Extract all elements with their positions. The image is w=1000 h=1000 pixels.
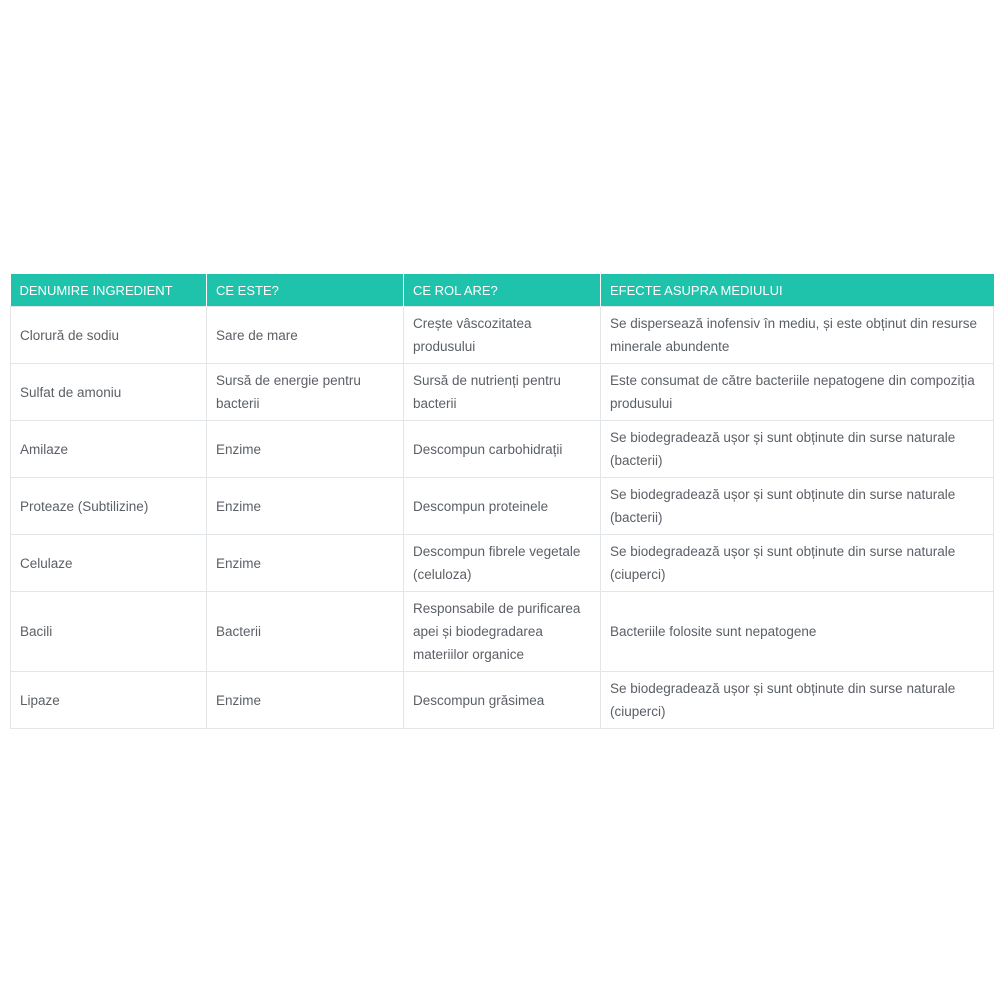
header-role: CE ROL ARE? bbox=[404, 274, 601, 307]
cell-ingredient: Lipaze bbox=[11, 672, 207, 729]
cell-what: Bacterii bbox=[207, 592, 404, 672]
cell-effects: Se biodegradează ușor și sunt obținute din surse naturale (ciuperci) bbox=[601, 672, 994, 729]
cell-role: Descompun carbohidrații bbox=[404, 421, 601, 478]
table-row bbox=[11, 672, 994, 729]
cell-what: Enzime bbox=[207, 421, 404, 478]
header-ingredient-name: DENUMIRE INGREDIENT bbox=[11, 274, 207, 307]
table-row bbox=[11, 307, 994, 364]
cell-ingredient: Celulaze bbox=[11, 535, 207, 592]
cell-role: Responsabile de purificarea apei și biodegradarea materiilor organice bbox=[404, 592, 601, 672]
ingredients-table bbox=[10, 274, 994, 729]
cell-what: Enzime bbox=[207, 535, 404, 592]
cell-role: Descompun proteinele bbox=[404, 478, 601, 535]
cell-ingredient: Proteaze (Subtilizine) bbox=[11, 478, 207, 535]
cell-role: Descompun fibrele vegetale (celuloza) bbox=[404, 535, 601, 592]
table-row bbox=[11, 592, 994, 672]
cell-what: Enzime bbox=[207, 478, 404, 535]
cell-effects: Este consumat de către bacteriile nepatogene din compoziția produsului bbox=[601, 364, 994, 421]
table-row bbox=[11, 478, 994, 535]
header-environmental-effects: EFECTE ASUPRA MEDIULUI bbox=[601, 274, 994, 307]
cell-ingredient: Bacili bbox=[11, 592, 207, 672]
table-row bbox=[11, 421, 994, 478]
cell-role: Crește vâscozitatea produsului bbox=[404, 307, 601, 364]
table-header-row bbox=[11, 274, 994, 307]
cell-effects: Se biodegradează ușor și sunt obținute din surse naturale (bacterii) bbox=[601, 478, 994, 535]
cell-effects: Se biodegradează ușor și sunt obținute din surse naturale (ciuperci) bbox=[601, 535, 994, 592]
header-what-is-it: CE ESTE? bbox=[207, 274, 404, 307]
cell-what: Sare de mare bbox=[207, 307, 404, 364]
cell-effects: Se dispersează inofensiv în mediu, și este obținut din resurse minerale abundente bbox=[601, 307, 994, 364]
cell-what: Sursă de energie pentru bacterii bbox=[207, 364, 404, 421]
cell-ingredient: Clorură de sodiu bbox=[11, 307, 207, 364]
cell-role: Descompun grăsimea bbox=[404, 672, 601, 729]
cell-ingredient: Amilaze bbox=[11, 421, 207, 478]
ingredients-table-container bbox=[10, 274, 993, 729]
table-row bbox=[11, 535, 994, 592]
table-row bbox=[11, 364, 994, 421]
cell-effects: Se biodegradează ușor și sunt obținute din surse naturale (bacterii) bbox=[601, 421, 994, 478]
cell-ingredient: Sulfat de amoniu bbox=[11, 364, 207, 421]
cell-role: Sursă de nutrienți pentru bacterii bbox=[404, 364, 601, 421]
cell-effects: Bacteriile folosite sunt nepatogene bbox=[601, 592, 994, 672]
cell-what: Enzime bbox=[207, 672, 404, 729]
